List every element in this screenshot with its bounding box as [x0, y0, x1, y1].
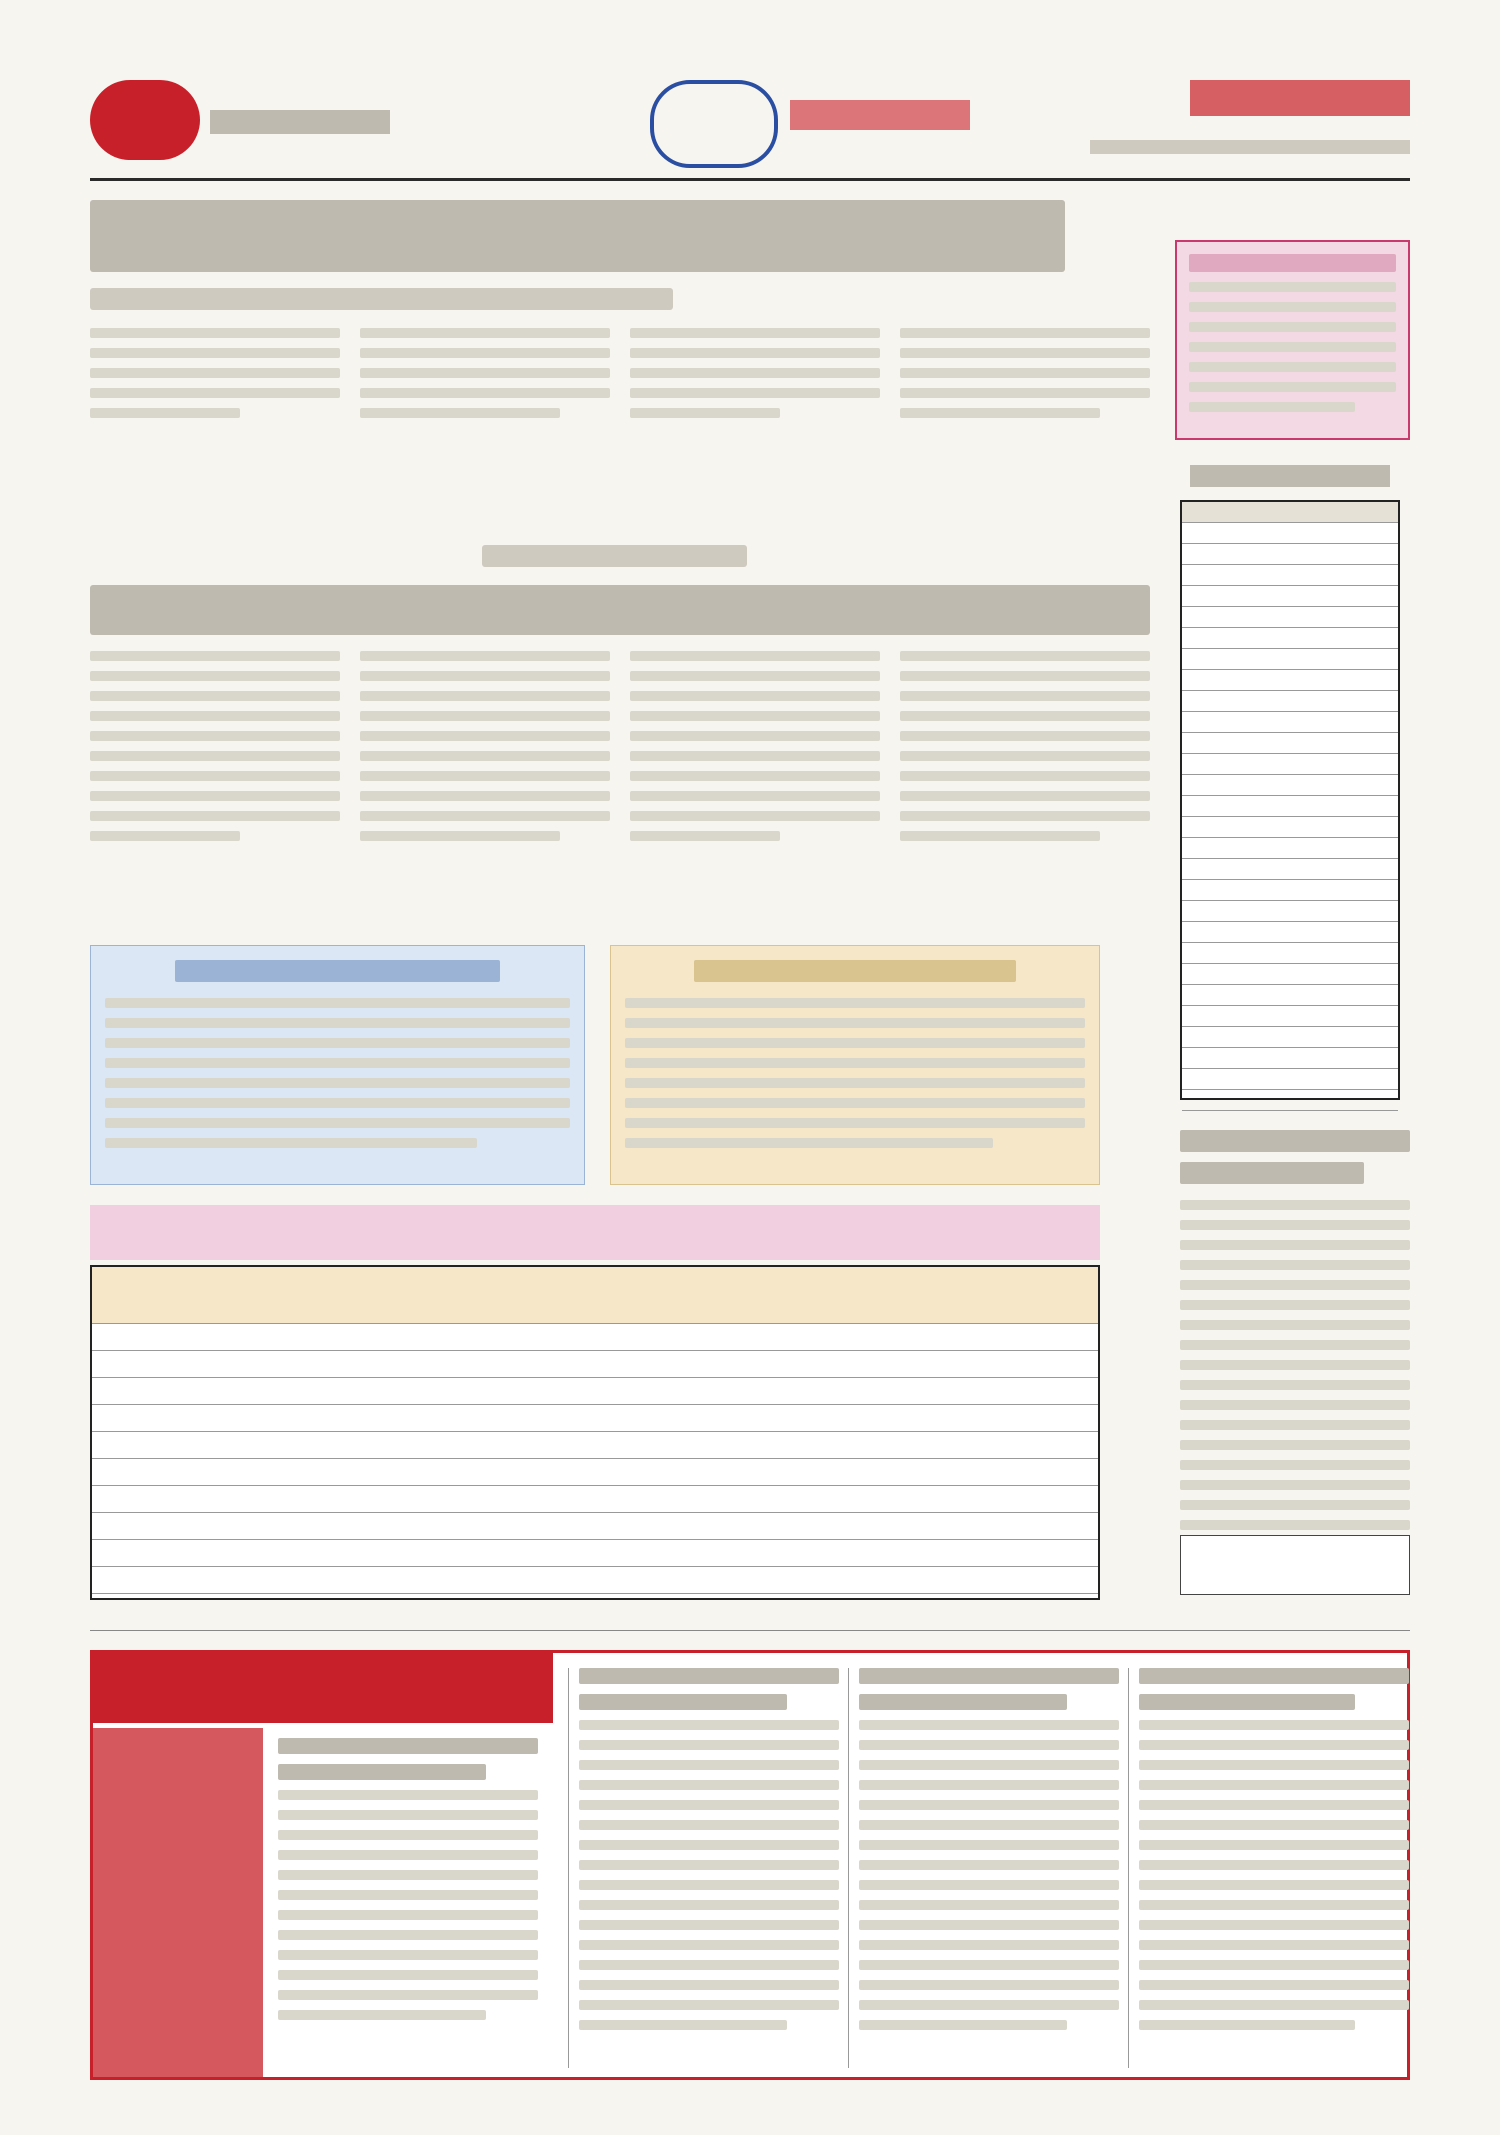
recommend-box-left [90, 945, 585, 1185]
recommend-box-right [610, 945, 1100, 1185]
lead-col-3 [630, 328, 880, 428]
ad-notice-2 [568, 1668, 839, 2068]
masthead-rule [90, 178, 1410, 181]
ads-header [93, 1653, 553, 1723]
masthead-logo [90, 80, 200, 160]
second-col-3 [630, 651, 880, 851]
masthead-date-line [1090, 140, 1410, 154]
lead-story [90, 200, 1150, 520]
lead-subheadline [90, 288, 673, 310]
side-notice [1180, 1535, 1410, 1595]
ads-left-column [93, 1728, 263, 2078]
lead-headline [90, 200, 1065, 272]
second-story [90, 545, 1150, 935]
masthead-paper-name [790, 100, 970, 130]
side-story [1180, 1130, 1410, 1530]
second-kicker [482, 545, 747, 567]
lead-col-1 [90, 328, 340, 428]
second-col-2 [360, 651, 610, 851]
lead-col-2 [360, 328, 610, 428]
lead-col-4 [900, 328, 1150, 428]
masthead-hotline [1190, 80, 1410, 116]
ad-notice-1 [278, 1738, 538, 2068]
second-headline [90, 585, 1150, 635]
ad-separator [90, 1630, 1410, 1631]
second-col-1 [90, 651, 340, 851]
second-col-4 [900, 651, 1150, 851]
masthead-section-label [210, 110, 390, 134]
results-box [1175, 240, 1410, 440]
ad-notice-3 [848, 1668, 1119, 2068]
trend-table-banner [90, 1205, 1100, 1260]
ad-notice-4 [1128, 1668, 1409, 2068]
masthead-page-mark [650, 80, 778, 168]
trend-table [90, 1265, 1100, 1600]
history-grid-title [1190, 465, 1390, 487]
classified-ads [90, 1650, 1410, 2080]
masthead [90, 60, 1410, 170]
history-grid [1180, 500, 1400, 1100]
